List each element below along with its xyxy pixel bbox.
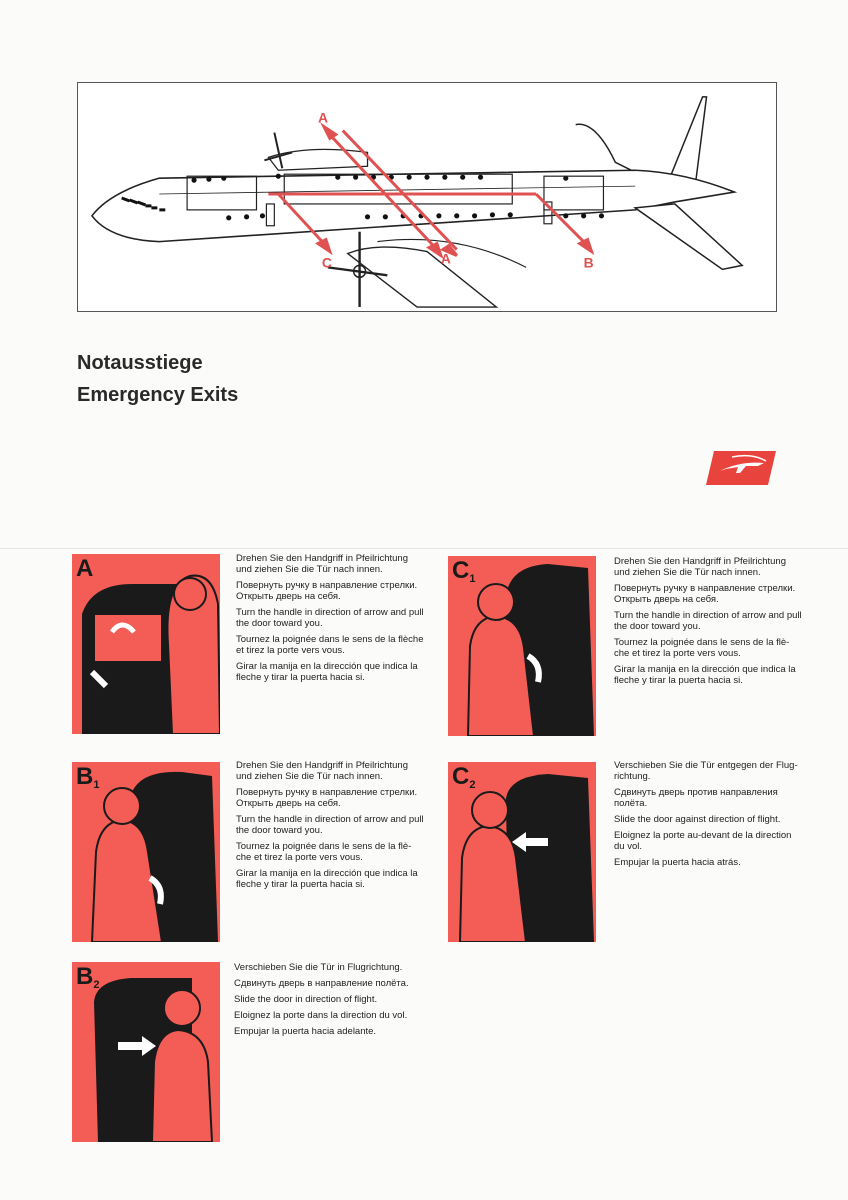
instructions-b1 — [236, 760, 426, 895]
panel-c2-label: $C_2$ — [452, 763, 476, 791]
instructions-c2-fr: Eloignez la porte au-devant de la direction du vol. — [614, 830, 792, 852]
instructions-a-es: Girar la manija en la dirección que indica la fleche y tirar la puerta hacia si. — [236, 661, 418, 683]
instructions-a — [236, 553, 426, 688]
page-title — [77, 347, 238, 411]
exit-label-a-top: A — [317, 109, 328, 126]
instructions-a-en: Turn the handle in direction of arrow and pull the door toward you. — [236, 607, 424, 629]
exit-label-b: B — [583, 254, 594, 271]
door-a-illustration — [72, 554, 220, 734]
instructions-b2-es: Empujar la puerta hacia adelante. — [234, 1026, 377, 1037]
instructions-a-fr: Tournez la poignée dans le sens de la flèche et tirez la porte vers vous. — [236, 634, 424, 656]
panel-b2 — [72, 962, 220, 1142]
panel-b1 — [72, 762, 220, 942]
instructions-a-de: Drehen Sie den Handgriff in Pfeilrichtung und ziehen Sie die Tür nach innen. — [236, 553, 408, 575]
instructions-c1-en: Turn the handle in direction of arrow and pull the door toward you. — [614, 610, 802, 632]
instructions-b1-de: Drehen Sie den Handgriff in Pfeilrichtung und ziehen Sie die Tür nach innen. — [236, 760, 408, 782]
exit-label-c: C — [321, 254, 332, 271]
panel-c2 — [448, 762, 596, 942]
instructions-c1 — [614, 556, 804, 691]
instructions-b2-de: Verschieben Sie die Tür in Flugrichtung. — [234, 962, 403, 973]
instructions-c1-fr: Tournez la poignée dans le sens de la flè-che et tirez la porte vers vous. — [614, 637, 790, 659]
panel-a — [72, 554, 220, 734]
exit-label-a-bottom: A — [440, 250, 451, 267]
instructions-c2-es: Empujar la puerta hacia atrás. — [614, 857, 741, 868]
instructions-c1-ru: Повернуть ручку в направление стрелки. Открыть дверь на себя. — [614, 583, 796, 605]
instructions-c1-es: Girar la manija en la dirección que indica la fleche y tirar la puerta hacia si. — [614, 664, 796, 686]
panel-b2-label: $B_2$ — [76, 963, 100, 991]
instructions-b1-ru: Повернуть ручку в направление стрелки. Открыть дверь на себя. — [236, 787, 418, 809]
instructions-b1-es: Girar la manija en la dirección que indica la fleche y tirar la puerta hacia si. — [236, 868, 418, 890]
panel-c1-label: $C_1$ — [452, 557, 476, 585]
instructions-c1-de: Drehen Sie den Handgriff in Pfeilrichtung und ziehen Sie die Tür nach innen. — [614, 556, 786, 578]
fold-line — [0, 548, 848, 549]
aircraft-illustration — [78, 83, 776, 311]
instructions-c2-en: Slide the door against direction of flight. — [614, 814, 781, 825]
panel-b1-label: $B_1$ — [76, 763, 100, 791]
aircraft-exit-diagram — [77, 82, 777, 312]
panel-a-label: A — [76, 555, 94, 582]
instructions-c2-ru: Сдвинуть дверь против направления полёта. — [614, 787, 778, 809]
instructions-b2-en: Slide the door in direction of flight. — [234, 994, 378, 1005]
instructions-a-ru: Повернуть ручку в направление стрелки. Открыть дверь на себя. — [236, 580, 418, 602]
panel-c1 — [448, 556, 596, 736]
instructions-b2-fr: Eloignez la porte dans la direction du vol. — [234, 1010, 408, 1021]
title-english: Emergency Exits — [77, 384, 239, 406]
title-german: Notausstiege — [77, 352, 203, 374]
airline-logo-icon — [706, 451, 776, 485]
instructions-c2-de: Verschieben Sie die Tür entgegen der Flug-richtung. — [614, 760, 798, 782]
instructions-b2-ru: Сдвинуть дверь в направление полёта. — [234, 978, 409, 989]
instructions-b2 — [234, 962, 424, 1042]
instructions-b1-fr: Tournez la poignée dans le sens de la flè-che et tirez la porte vers vous. — [236, 841, 412, 863]
instructions-b1-en: Turn the handle in direction of arrow and pull the door toward you. — [236, 814, 424, 836]
instructions-c2 — [614, 760, 804, 873]
